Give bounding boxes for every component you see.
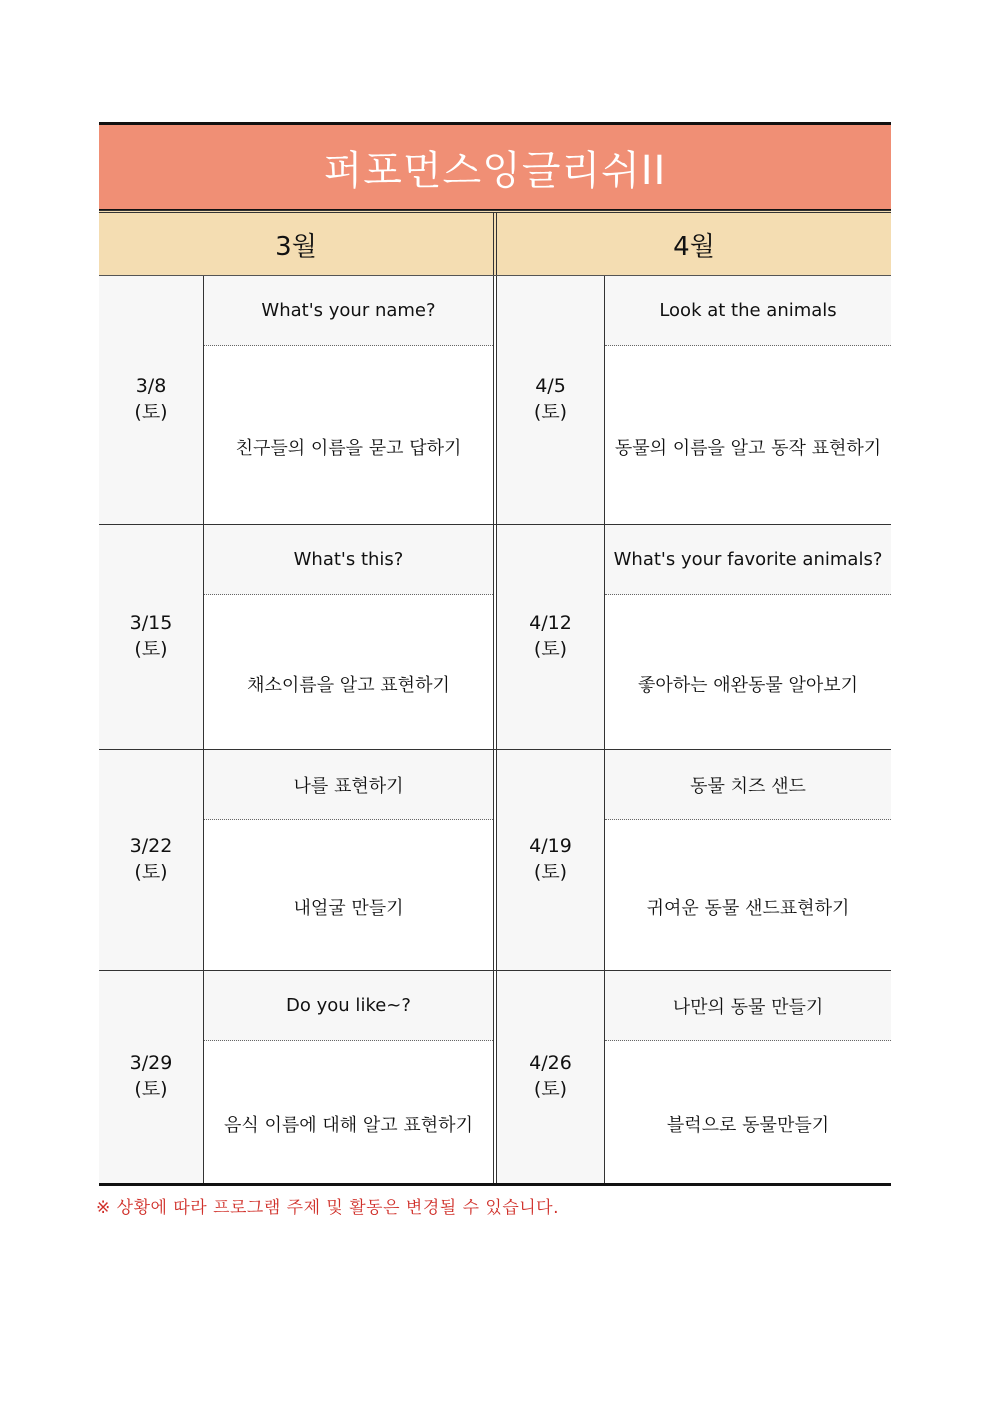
date-label: 4/12 <box>529 612 572 635</box>
day-label: (토) <box>533 638 568 660</box>
date-label: 4/19 <box>529 835 572 858</box>
week-row <box>99 750 891 971</box>
session-topic: Look at the animals <box>605 276 891 346</box>
session-date <box>497 525 605 749</box>
day-label: (토) <box>134 861 168 883</box>
session-content <box>605 525 891 749</box>
session-date <box>99 276 204 524</box>
session-topic: What's your name? <box>204 276 493 346</box>
month-header-row <box>99 210 891 276</box>
session-activity: 동물의 이름을 알고 동작 표현하기 <box>614 438 882 459</box>
session-topic: 나를 표현하기 <box>204 750 493 820</box>
session-content <box>204 276 493 524</box>
march-session <box>99 750 497 970</box>
april-session <box>497 525 891 749</box>
session-activity: 내얼굴 만들기 <box>293 898 404 919</box>
april-session <box>497 971 891 1183</box>
day-label: (토) <box>533 861 568 883</box>
program-title: 퍼포먼스잉글리쉬II <box>99 122 891 210</box>
session-content <box>605 971 891 1183</box>
day-label: (토) <box>134 401 168 423</box>
session-activity: 좋아하는 애완동물 알아보기 <box>637 675 859 696</box>
april-session <box>497 750 891 970</box>
session-topic: What's this? <box>204 525 493 595</box>
session-content <box>605 750 891 970</box>
session-content <box>204 525 493 749</box>
session-activity: 음식 이름에 대해 알고 표현하기 <box>224 1115 473 1136</box>
week-row <box>99 525 891 750</box>
month-header-april: 4월 <box>673 231 715 262</box>
date-label: 4/26 <box>529 1052 572 1075</box>
march-session <box>99 525 497 749</box>
date-label: 3/15 <box>129 612 173 635</box>
session-date <box>99 525 204 749</box>
date-label: 3/29 <box>129 1052 173 1075</box>
date-label: 4/5 <box>535 375 566 398</box>
session-date <box>497 276 605 524</box>
day-label: (토) <box>134 1078 168 1100</box>
day-label: (토) <box>533 401 568 423</box>
session-activity: 블럭으로 동물만들기 <box>666 1115 830 1136</box>
session-topic: Do you like~? <box>204 971 493 1041</box>
session-content <box>204 971 493 1183</box>
session-date <box>497 971 605 1183</box>
session-activity: 귀여운 동물 샌드표현하기 <box>646 898 850 919</box>
session-topic: 나만의 동물 만들기 <box>605 971 891 1041</box>
schedule-change-note: ※ 상황에 따라 프로그램 주제 및 활동은 변경될 수 있습니다. <box>96 1198 559 1218</box>
week-row <box>99 971 891 1186</box>
schedule-table <box>99 122 891 1186</box>
week-row <box>99 276 891 525</box>
month-header-march: 3월 <box>99 213 497 275</box>
date-label: 3/22 <box>129 835 173 858</box>
session-date <box>497 750 605 970</box>
session-activity: 친구들의 이름을 묻고 답하기 <box>235 438 462 459</box>
march-session <box>99 276 497 524</box>
session-date <box>99 971 204 1183</box>
date-label: 3/8 <box>135 375 167 398</box>
march-session <box>99 971 497 1183</box>
session-activity: 채소이름을 알고 표현하기 <box>247 675 450 696</box>
session-topic: 동물 치즈 샌드 <box>605 750 891 820</box>
day-label: (토) <box>134 638 168 660</box>
session-content <box>605 276 891 524</box>
session-topic: What's your favorite animals? <box>605 525 891 595</box>
session-content <box>204 750 493 970</box>
day-label: (토) <box>533 1078 568 1100</box>
april-session <box>497 276 891 524</box>
session-date <box>99 750 204 970</box>
